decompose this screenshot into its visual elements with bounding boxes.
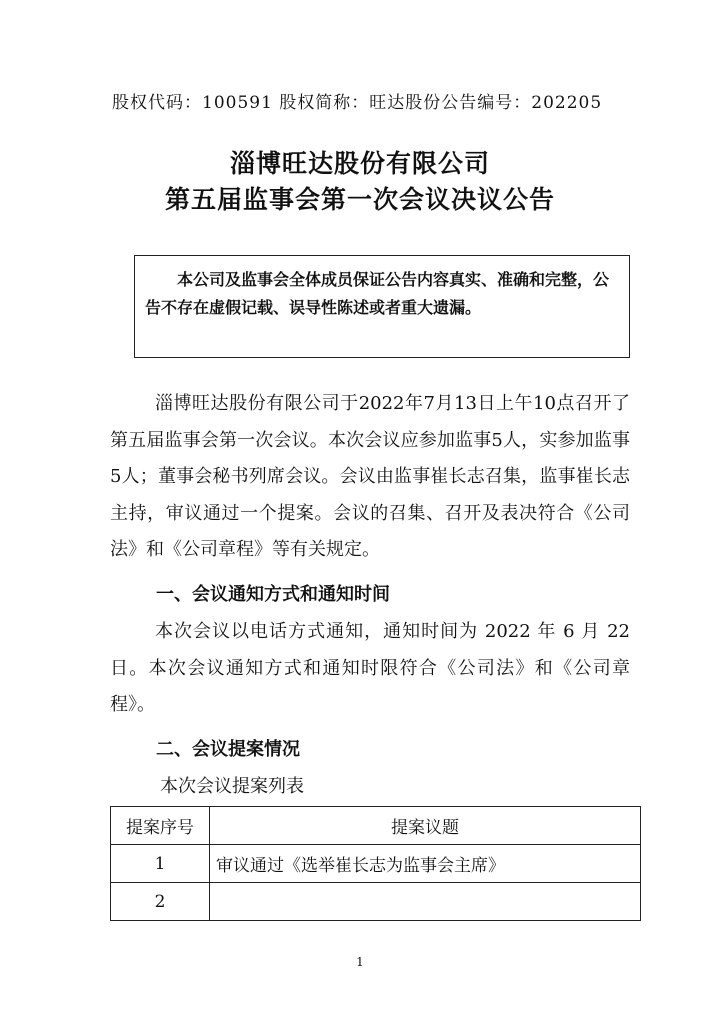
section-1-paragraph: 本次会议以电话方式通知，通知时间为 2022 年 6 月 22 日。本次会议通知方式和通知时限符合《公司法》和《公司章程》。 xyxy=(110,621,630,715)
intro-paragraph: 淄博旺达股份有限公司于2022年7月13日上午10点召开了第五届监事会第一次会议。本次会议应参加监事5人，实参加监事5人；董事会秘书列席会议。会议由监事崔长志召集，监事崔长志主持，审议通过一个提案。会议的召集、召开及表决符合《公司法》和《公司章程》等有关规定。 xyxy=(110,393,630,560)
proposal-number-cell: 2 xyxy=(111,883,210,921)
proposals-table xyxy=(110,806,641,921)
company-name-title: 淄博旺达股份有限公司 xyxy=(229,149,490,178)
section-2-heading: 二、会议提案情况 xyxy=(156,739,300,760)
disclaimer-text: 本公司及监事会全体成员保证公告内容真实、准确和完整，公告不存在虚假记载、误导性陈述或者重大遗漏。 xyxy=(145,270,610,317)
header-proposal-number: 提案序号 xyxy=(111,807,210,845)
proposal-topic-cell xyxy=(210,883,641,921)
table-header-row xyxy=(111,807,641,845)
header-proposal-topic: 提案议题 xyxy=(210,807,641,845)
stock-code-line: 股权代码：100591 股权简称：旺达股份公告编号：202205 xyxy=(112,93,603,113)
announcement-title: 第五届监事会第一次会议决议公告 xyxy=(164,185,555,214)
page-number: 1 xyxy=(356,955,364,969)
proposal-number-cell: 1 xyxy=(111,845,210,883)
proposal-topic-cell: 审议通过《选举崔长志为监事会主席》 xyxy=(210,845,641,883)
table-row xyxy=(111,845,641,883)
section-1-heading: 一、会议通知方式和通知时间 xyxy=(156,584,390,605)
table-row xyxy=(111,883,641,921)
table-caption: 本次会议提案列表 xyxy=(160,776,304,797)
disclaimer-notice-box xyxy=(134,255,630,358)
